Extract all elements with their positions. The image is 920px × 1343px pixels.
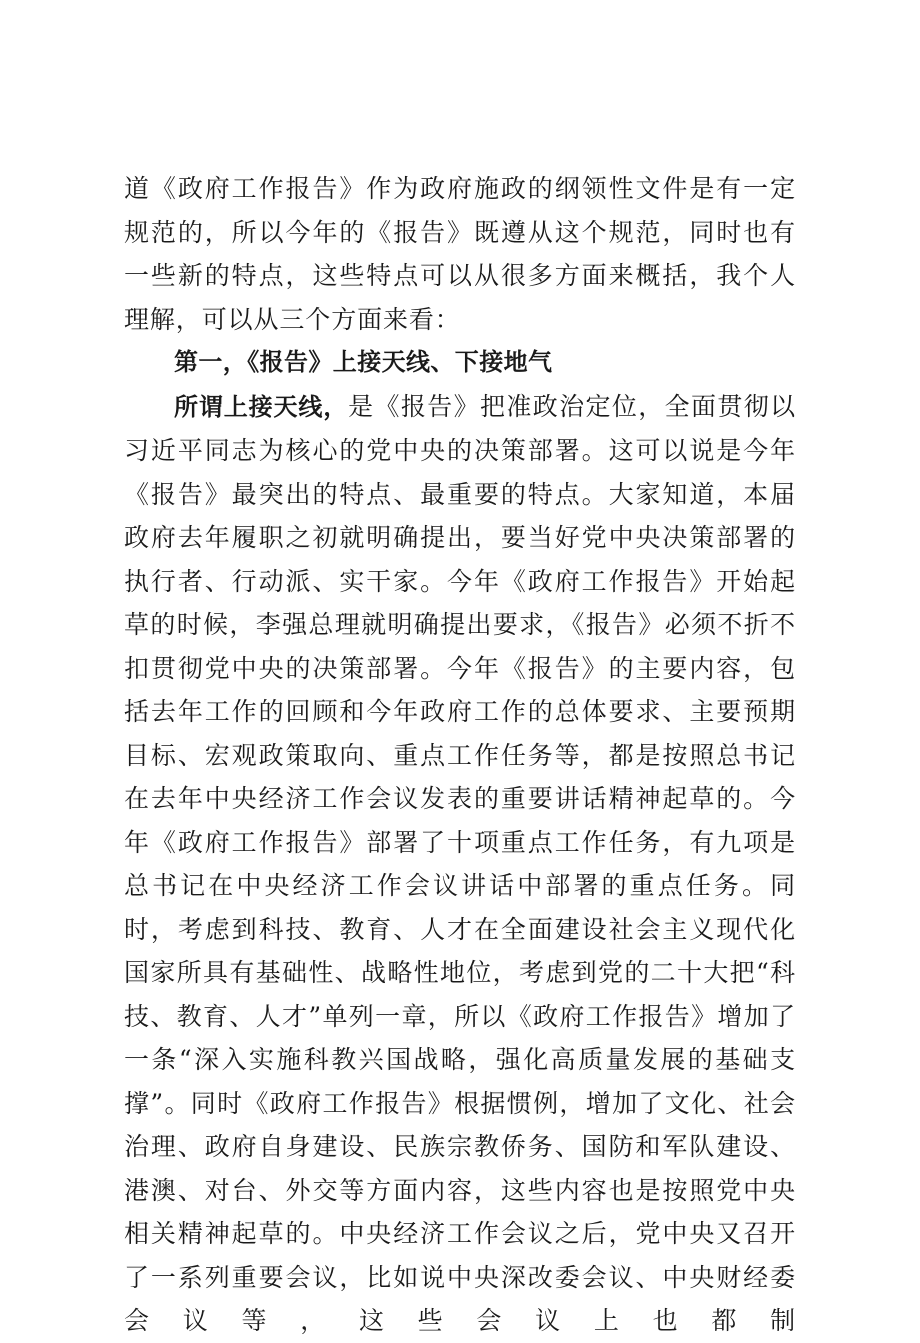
body-paragraph	[124, 385, 796, 1343]
body-text: 是《报告》把准政治定位，全面贯彻以习近平同志为核心的党中央的决策部署。这可以说是今年《报告》最突出的特点、最重要的特点。大家知道，本届政府去年履职之初就明确提出，要当好党中央决策部署的执行者、行动派、实干家。今年《政府工作报告》开始起草的时候，李强总理就明确提出要求，《报告》必须不折不扣贯彻党中央的决策部署。今年《报告》的主要内容，包括去年工作的回顾和今年政府工作的总体要求、主要预期目标、宏观政策取向、重点工作任务等，都是按照总书记在去年中央经济工作会议发表的重要讲话精神起草的。今年《政府工作报告》部署了十项重点工作任务，有九项是总书记在中央经济工作会议讲话中部署的重点任务。同时，考虑到科技、教育、人才在全面建设社会主义现代化国家所具有基础性、战略性地位，考虑到党的二十大把“科技、教育、人才”单列一章，所以《政府工作报告》增加了一条“深入实施科教兴国战略，强化高质量发展的基础支撑”。同时《政府工作报告》根据惯例，增加了文化、社会治理、政府自身建设、民族宗教侨务、国防和军队建设、港澳、对台、外交等方面内容，这些内容也是按照党中央相关精神起草的。中央经济工作会议之后，党中央又召开了一系列重要会议，比如说中央深改委会议、中央财经委会议等，这些会议上也都制	[124, 391, 796, 1335]
paragraph-continuation: 道《政府工作报告》作为政府施政的纲领性文件是有一定规范的，所以今年的《报告》既遵从这个规范，同时也有一些新的特点，这些特点可以从很多方面来概括，我个人理解，可以从三个方面来看：	[124, 174, 796, 334]
body-lead-phrase: 所谓上接天线，	[174, 392, 349, 421]
document-body	[124, 167, 796, 1343]
section-heading: 第一，《报告》上接天线、下接地气	[174, 348, 553, 376]
